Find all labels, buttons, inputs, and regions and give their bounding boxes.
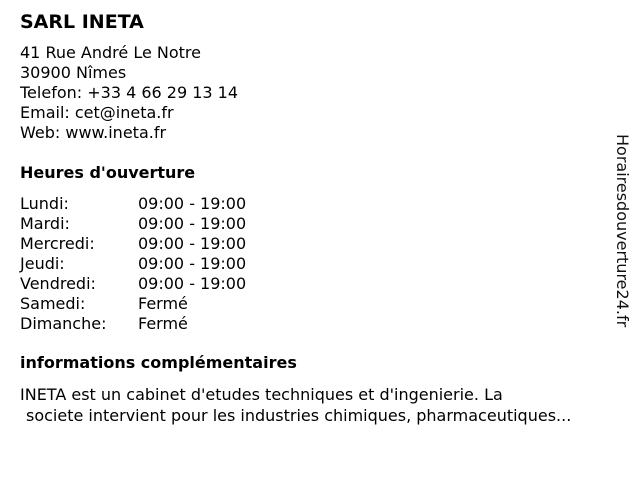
time-value: 09:00 - 19:00 [138,254,247,273]
time-value: 09:00 - 19:00 [138,194,247,213]
company-description [20,384,620,426]
phone-number: Telefon: +33 4 66 29 13 14 [20,83,239,102]
address-city: 30900 Nîmes [20,63,127,82]
day-label: Dimanche: [20,314,107,333]
day-label: Vendredi: [20,274,96,293]
website-link[interactable]: Web: www.ineta.fr [20,123,167,142]
opening-hours-heading: Heures d'ouverture [20,163,196,182]
description-line: societe intervient pour les industries chimiques, pharmaceutiques... [26,406,572,425]
time-value: 09:00 - 19:00 [138,234,247,253]
additional-info-heading: informations complémentaires [20,353,297,372]
address-street: 41 Rue André Le Notre [20,43,201,62]
day-label: Lundi: [20,194,69,213]
time-value: 09:00 - 19:00 [138,274,247,293]
day-label: Jeudi: [20,254,65,273]
day-label: Mardi: [20,214,70,233]
company-name: SARL INETA [20,11,144,33]
day-label: Mercredi: [20,234,95,253]
day-label: Samedi: [20,294,86,313]
email-address[interactable]: Email: cet@ineta.fr [20,103,174,122]
time-value: 09:00 - 19:00 [138,214,247,233]
site-watermark: Horairesdouverture24.fr [613,134,632,328]
time-value: Fermé [138,314,188,333]
contact-block [20,43,238,143]
description-line: INETA est un cabinet d'etudes techniques et d'ingenierie. La [20,385,503,404]
time-value: Fermé [138,294,188,313]
